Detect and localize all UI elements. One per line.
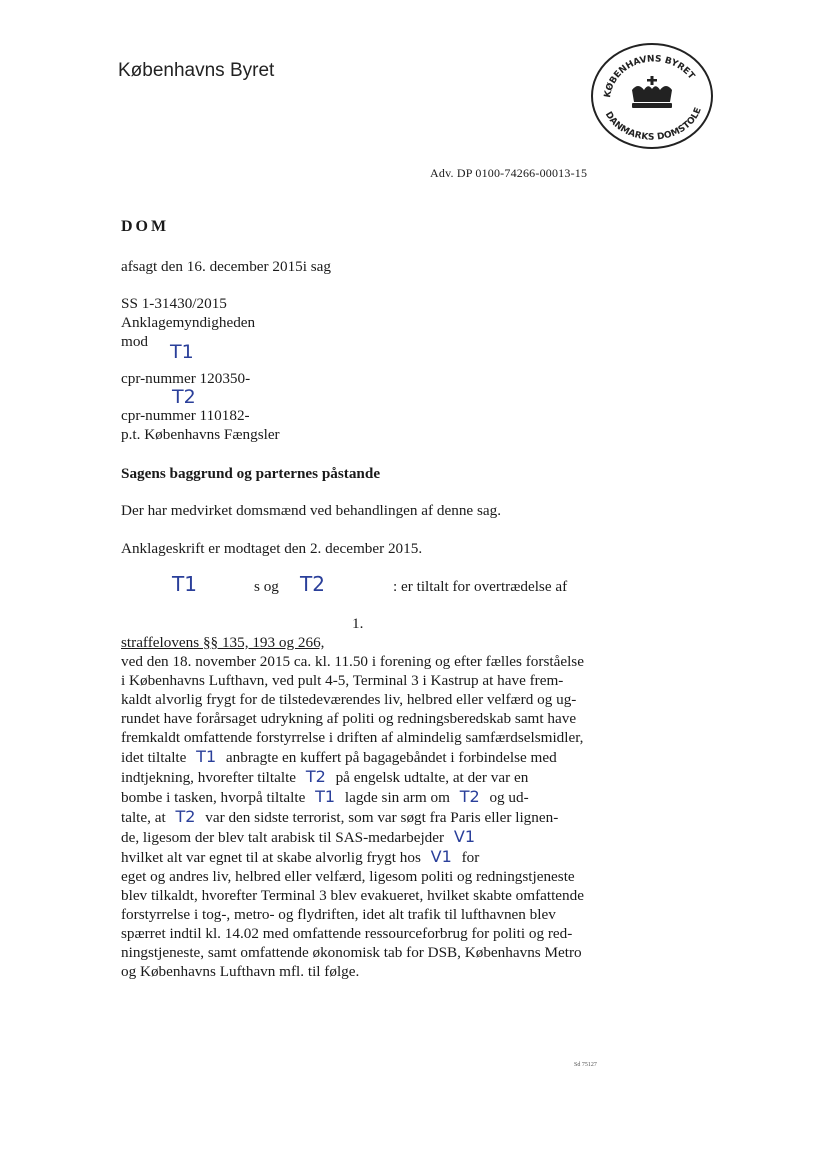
- body-line: [121, 709, 591, 728]
- body-line: [121, 652, 591, 671]
- case-number: SS 1-31430/2015: [121, 295, 227, 312]
- charge-tag2: T2: [300, 572, 325, 596]
- paragraph-judges: Der har medvirket domsmænd ved behandlingen af denne sag.: [121, 502, 501, 519]
- body-line: [121, 924, 591, 943]
- body-line: [121, 747, 591, 767]
- body-text-segment: for: [457, 849, 480, 866]
- defendant2-custody: p.t. Københavns Fængsler: [121, 426, 280, 443]
- handwritten-defendant2-tag: T2: [172, 386, 196, 408]
- body-line: [121, 886, 591, 905]
- body-text-segment: på engelsk udtalte, at der var en: [331, 769, 529, 786]
- charge-rest: : er tiltalt for overtrædelse af: [393, 578, 568, 595]
- handwritten-tag: T2: [305, 767, 326, 786]
- body-text-segment: anbragte en kuffert på bagagebåndet i forbindelse med: [222, 749, 557, 766]
- handwritten-tag: V1: [430, 847, 452, 866]
- body-text-segment: rundet have forårsaget udrykning af politi og redningsberedskab samt have: [121, 710, 577, 727]
- issued-date: afsagt den 16. december 2015i sag: [121, 258, 332, 275]
- handwritten-tag: T1: [196, 747, 217, 766]
- body-text-segment: blev tilkaldt, hvorefter Terminal 3 blev evakueret, hvilket skabte omfattende: [121, 887, 584, 904]
- body-line: [121, 962, 591, 981]
- handwritten-tag: V1: [453, 827, 475, 846]
- handwritten-tag: T2: [175, 807, 196, 826]
- body-line: [121, 671, 591, 690]
- body-line: [121, 867, 591, 886]
- body-text-segment: bombe i tasken, hvorpå tiltalte: [121, 789, 310, 806]
- court-name: Københavns Byret: [118, 60, 275, 81]
- body-text-segment: og ud-: [485, 789, 529, 806]
- body-line: [121, 827, 591, 847]
- body-line: [121, 787, 591, 807]
- handwritten-tag: T1: [315, 787, 336, 806]
- body-text-segment: de, ligesom der blev talt arabisk til SAS-medarbejder: [121, 829, 448, 846]
- body-text-segment: og Københavns Lufthavn mfl. til følge.: [121, 963, 360, 980]
- body-text-segment: ningstjeneste, samt omfattende økonomisk tab for DSB, Københavns Metro: [121, 944, 582, 961]
- body-text-segment: eget og andres liv, helbred eller velfærd, ligesom politi og redningstjeneste: [121, 868, 575, 885]
- section-heading: Sagens baggrund og parternes påstande: [121, 465, 381, 482]
- footer-stamp: Sd 75127: [574, 1062, 597, 1068]
- count-number: 1.: [352, 615, 364, 632]
- prosecution: Anklagemyndigheden: [121, 314, 256, 331]
- body-line: [121, 943, 591, 962]
- defendant1-cpr: cpr-nummer 120350-: [121, 370, 251, 387]
- body-text-segment: lagde sin arm om: [341, 789, 454, 806]
- body-text-segment: hvilket alt var egnet til at skabe alvorlig frygt hos: [121, 849, 425, 866]
- seal-bottom-text: DANMARKS DOMSTOLE: [602, 106, 704, 143]
- body-text-segment: i Københavns Lufthavn, ved pult 4-5, Terminal 3 i Kastrup at have frem-: [121, 672, 564, 689]
- seal-top-text: KØBENHAVNS BYRET: [602, 54, 697, 99]
- body-text-segment: ved den 18. november 2015 ca. kl. 11.50 i forening og efter fælles forståelse: [121, 653, 584, 670]
- body-text-segment: spærret indtil kl. 14.02 med omfattende ressourceforbrug for politi og red-: [121, 925, 573, 942]
- law-reference: straffelovens §§ 135, 193 og 266,: [121, 634, 325, 651]
- charge-tag1: T1: [172, 572, 197, 596]
- court-seal: [588, 40, 716, 152]
- body-text-segment: idet tiltalte: [121, 749, 191, 766]
- case-reference: Adv. DP 0100-74266-00013-15: [430, 166, 588, 180]
- body-line: [121, 690, 591, 709]
- doc-title: DOM: [121, 218, 170, 235]
- charge-body: [121, 652, 591, 981]
- body-text-segment: indtjekning, hvorefter tiltalte: [121, 769, 300, 786]
- body-line: [121, 807, 591, 827]
- body-text-segment: fremkaldt omfattende forstyrrelse i driften af almindelig samfærdselsmidler,: [121, 729, 584, 746]
- body-text-segment: forstyrrelse i tog-, metro- og flydriften, idet alt trafik til lufthavnen blev: [121, 906, 556, 923]
- paragraph-indictment: Anklageskrift er modtaget den 2. december 2015.: [121, 540, 423, 557]
- body-line: [121, 767, 591, 787]
- body-line: [121, 847, 591, 867]
- handwritten-defendant1-tag: T1: [170, 341, 194, 363]
- body-line: [121, 905, 591, 924]
- charge-conj: s og: [254, 578, 279, 595]
- crown-icon: [632, 76, 672, 108]
- defendant2-cpr: cpr-nummer 110182-: [121, 407, 250, 424]
- versus: mod: [121, 333, 149, 350]
- body-line: [121, 728, 591, 747]
- handwritten-tag: T2: [459, 787, 480, 806]
- body-text-segment: talte, at: [121, 809, 170, 826]
- body-text-segment: kaldt alvorlig frygt for de tilstedeværendes liv, helbred eller velfærd og ug-: [121, 691, 577, 708]
- body-text-segment: var den sidste terrorist, som var søgt fra Paris eller lignen-: [201, 809, 559, 826]
